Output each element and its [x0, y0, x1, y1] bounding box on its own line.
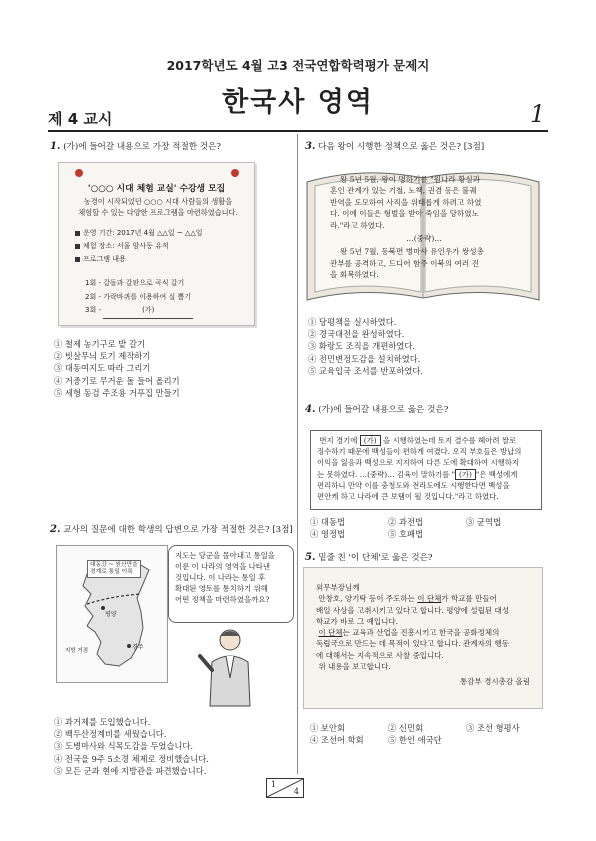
square-bullet-icon: [75, 231, 80, 236]
pin-icon: [231, 169, 239, 177]
pin-icon: [75, 169, 83, 177]
page-indicator: 1 4: [266, 778, 304, 798]
q1-poster: [58, 162, 255, 326]
map-place: 경주: [132, 644, 144, 651]
q2-question: 2. 교사의 질문에 대한 학생의 답변으로 가장 적절한 것은? [3점]: [50, 524, 293, 535]
choice[interactable]: ⑤ 호패법: [388, 529, 423, 540]
korea-map: [56, 545, 168, 683]
q4-choices: [310, 516, 501, 540]
choice[interactable]: ⑤ 한인 애국단: [388, 735, 442, 746]
q5-letter-text: 외무부장님께 안창호, 양기탁 등이 주도하는 이 단체가 학교를 만들어 배일 사상을 고취시키고 있다고 합니다. 평양에 설립된 대성 학교가 바로 그 예입니다. 이 단체는 교육과 산업을 진흥시키고 한국을 공화정체의 독립국으로 만드는 데 목적이 있다고 합니다. 관계자의 행동 에 대해서는 지속적으로 사찰 중입니다. 위 내용을 보고합니다. 통감부 경시총감 올림: [316, 583, 530, 687]
choice[interactable]: ⑤ 모든 군과 현에 지방관을 파견했습니다.: [54, 765, 207, 776]
q1-question: 1. (가)에 들어갈 내용으로 가장 적절한 것은?: [50, 141, 221, 152]
choice[interactable]: ② 과전법: [388, 517, 423, 527]
exam-title: 한국사 영역: [222, 87, 374, 118]
blank-ga: (가): [360, 435, 381, 446]
underlined-term: 이 단체: [417, 594, 442, 604]
choice[interactable]: ③ 화랑도 조직을 개편하였다.: [308, 341, 416, 352]
list-item: 운영 기간: 2017년 4월 △△일 ~ △△일: [75, 227, 202, 240]
choice[interactable]: ① 대동법: [310, 517, 345, 527]
choice[interactable]: ② 경국대전을 완성하였다.: [308, 329, 405, 340]
choice[interactable]: ④ 거중기로 무거운 돌 들어 올리기: [54, 375, 180, 386]
choice[interactable]: ④ 전국을 9주 5소경 체제로 정비했습니다.: [54, 753, 209, 764]
poster-schedule: 1회 - 갈돌과 갈판으로 곡식 갈기 2회 - 가락바퀴를 이용하여 실 뽑기 3회 - (가): [85, 277, 193, 319]
header-rule: [48, 130, 548, 132]
choice[interactable]: ③ 균역법: [466, 517, 501, 527]
underlined-term: 이 단체: [318, 628, 343, 638]
exam-period: 제 4 교시: [48, 110, 113, 128]
choice[interactable]: ① 당평책을 실시하였다.: [308, 317, 397, 327]
exam-subtitle: 2017학년도 4월 고3 전국연합학력평가 문제지: [166, 58, 430, 73]
choice[interactable]: ① 과거제를 도입했습니다.: [54, 717, 151, 727]
list-item: 프로그램 내용: [75, 253, 202, 266]
poster-title: '○○○ 시대 체험 교실' 수강생 모집: [87, 184, 226, 194]
choice[interactable]: ② 빗살무늬 토기 제작하기: [54, 351, 151, 362]
map-label: 대동강 ~ 원산만을 경계로 통일 이룩: [87, 560, 141, 578]
column-divider: [297, 134, 298, 774]
poster-items: [75, 227, 202, 266]
q3-choices: [308, 316, 423, 377]
q4-question: 4. (가)에 들어갈 내용으로 옳은 것은?: [305, 404, 449, 415]
choice[interactable]: ⑤ 세형 동검 주조용 거푸집 만들기: [54, 387, 180, 398]
choice[interactable]: ① 보안회: [310, 723, 345, 733]
map-place: 지방 거점: [65, 648, 89, 654]
q5-choices: [310, 722, 520, 746]
q3-excerpt: 왕 5년 5월, 왕이 명하기를 "원나라 황실과 혼인 관계가 있는 기철, 노책, 권겸 등은 불궤 반역을 도모하여 사직을 위태롭게 하려고 하였 다. 이에 이들은 형벌을 받아 죽임을 당하였노 라."라고 하였다. …(중략)… 왕 5년 7월, 동북면 병마사 유인우가 쌍성총 관부를 공격하고, 드디어 함주 이북의 여러 진 을 회복하였다.: [330, 175, 484, 280]
choice[interactable]: ② 신민회: [388, 723, 423, 733]
square-bullet-icon: [75, 257, 80, 262]
choice[interactable]: ④ 전민변정도감을 설치하였다.: [308, 353, 421, 364]
choice[interactable]: ② 백두산정계비를 세웠습니다.: [54, 729, 167, 740]
choice[interactable]: ④ 조선어 학회: [310, 735, 364, 746]
choice[interactable]: ① 철제 농기구로 밭 갈기: [54, 339, 145, 349]
q5-question: 5. 밑줄 친 '이 단체'로 옳은 것은?: [305, 552, 433, 563]
q1-choices: [54, 338, 180, 399]
poster-intro: 농경이 시작되었던 ○○○ 시대 사람들의 생활을 체험할 수 있는 다양한 프로그램을 마련하였습니다.: [78, 197, 238, 217]
blank-ga: (가): [455, 469, 476, 480]
blank-ga: (가): [103, 304, 193, 319]
q2-choices: [54, 716, 209, 777]
letter-signature: 통감부 경시총감 올림: [460, 677, 530, 687]
map-place: 평양: [105, 611, 117, 618]
choice[interactable]: ③ 도병마사와 식목도감을 두었습니다.: [54, 741, 194, 752]
page-number: 1: [530, 100, 546, 128]
choice[interactable]: ⑤ 교육입국 조서를 반포하였다.: [308, 365, 424, 376]
q3-question: 3. 다음 왕이 시행한 정책으로 옳은 것은? [3점]: [305, 141, 485, 152]
list-item: 체험 장소: 서울 암사동 유적: [75, 240, 202, 253]
square-bullet-icon: [75, 244, 80, 249]
choice[interactable]: ③ 대동여지도 따라 그리기: [54, 363, 151, 374]
teacher-speech-bubble: 지도는 당군을 몰아내고 통일을 이룬 이 나라의 영역을 나타낸 것입니다. 이 나라는 통일 후 확대된 영토를 통치하기 위해 어떤 정책을 마련하였을까요?: [168, 545, 294, 623]
choice[interactable]: ④ 영정법: [310, 529, 345, 540]
choice[interactable]: ③ 조선 형평사: [466, 723, 520, 733]
teacher-icon: [196, 626, 262, 708]
q4-passage: 번지 경기에 (가) 을 시행하였는데 토지 결수를 헤아려 쌀로 징수하기 때문에 백성들이 편하게 여겼다. 오직 부호들은 방납의 이익을 잃음과 백성으로 지지하여 다른 도에 확대하여 시행하지 는 못하였다. …(중략)… 김육이 말하기를 " (가) "은 백성에게 편리하니 만약 이를 충청도와 전라도에도 시행한다면 백성을 편안케 하고 나라에 큰 보탬이 될 것입니다."라고 하였다.: [310, 430, 542, 510]
